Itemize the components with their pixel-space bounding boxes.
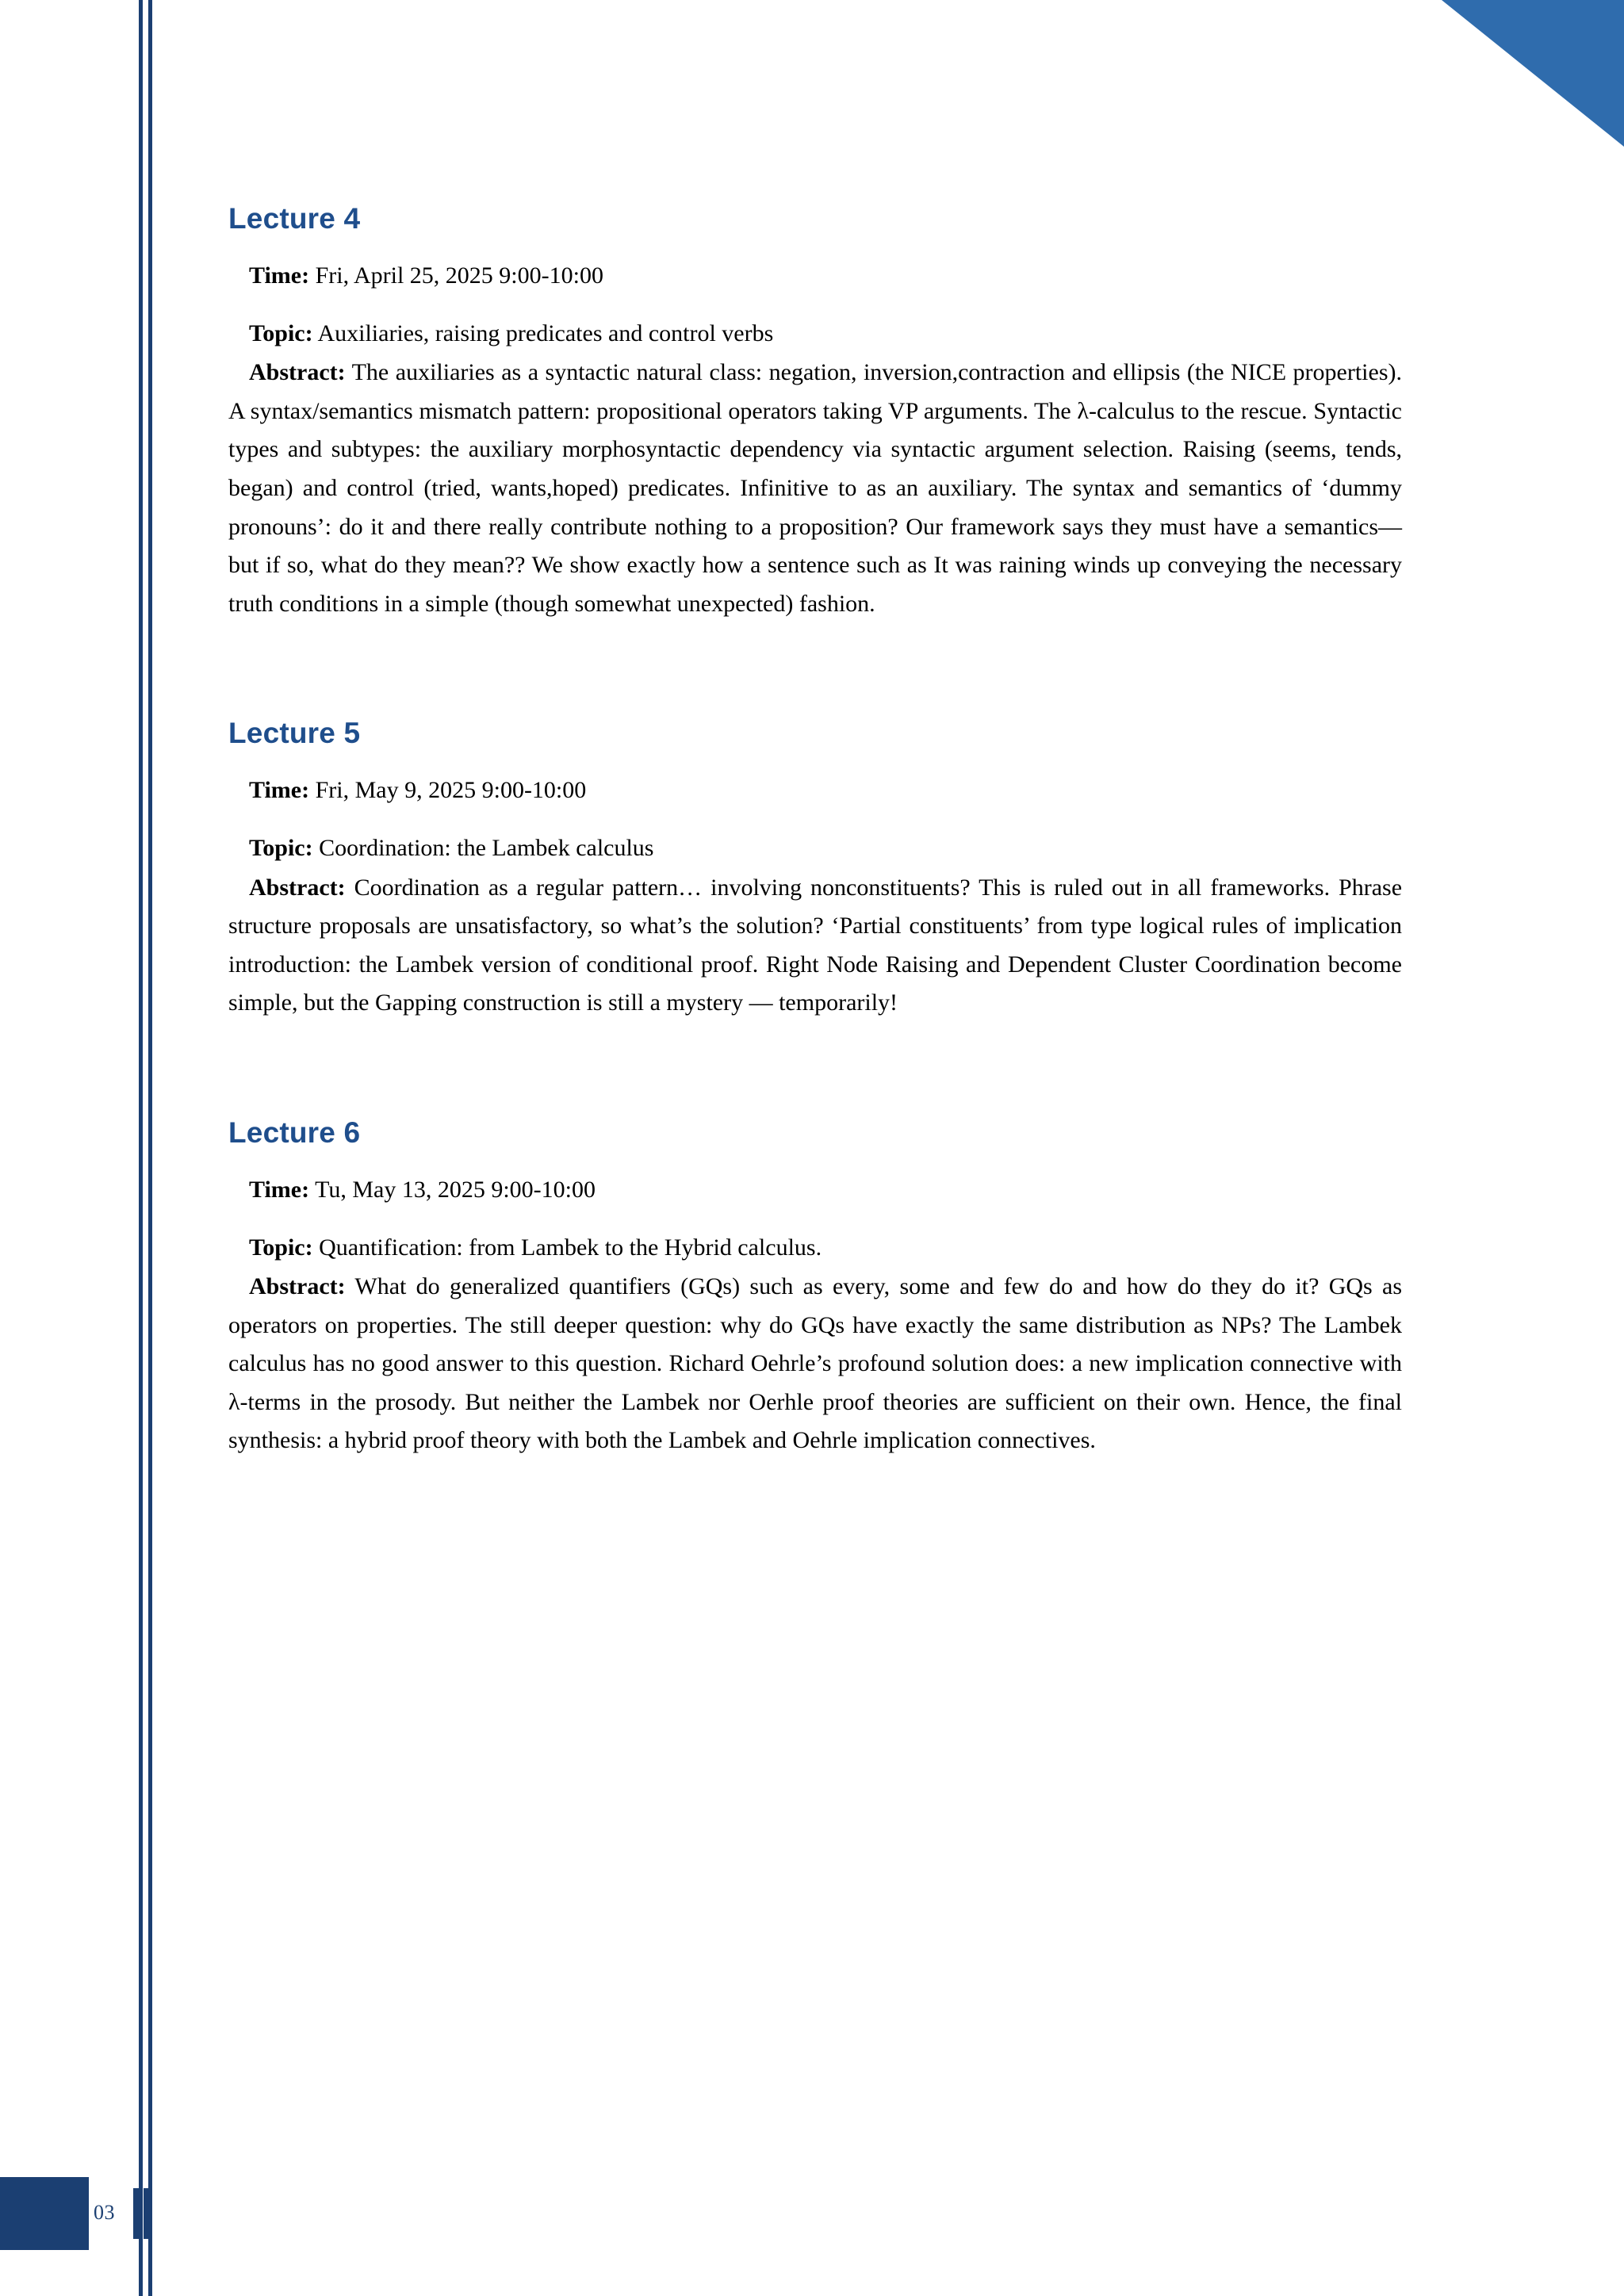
corner-triangle-decoration [1442,0,1624,147]
page-number: 03 [94,2201,115,2224]
lecture-topic-value: Quantification: from Lambek to the Hybrid calculus. [319,1234,822,1261]
lecture-topic-line [228,832,1402,866]
topic-label: Topic: [249,1234,313,1261]
lecture-time-value: Fri, April 25, 2025 9:00-10:00 [315,262,603,289]
lecture-title: Lecture 6 [228,1115,361,1149]
lecture-abstract-line [228,869,1402,1023]
abstract-label: Abstract: [249,874,346,901]
document-content [228,202,1402,1484]
topic-label: Topic: [249,834,313,861]
lecture-topic-value: Coordination: the Lambek calculus [319,834,654,861]
lecture-abstract-value: What do generalized quantifiers (GQs) such as every, some and few do and how do they do it? GQs as operators on properties. The still deeper question: why do GQs have exactly the same distribution as NPs? The Lambek calculus has no good answer to this question. Richard Oehrle’s profound solution does: a new implication connective with λ-terms in the prosody. But neither the Lambek nor Oerhle proof theories are sufficient on their own. Hence, the final synthesis: a hybrid proof theory with both the Lambek and Oehrle implication connectives. [228,1273,1402,1454]
lecture-time-value: Tu, May 13, 2025 9:00-10:00 [315,1176,596,1203]
lecture-abstract-line [228,1268,1402,1460]
abstract-label: Abstract: [249,359,346,386]
lecture-title: Lecture 4 [228,202,361,235]
time-label: Time: [249,262,310,289]
lecture-section [228,1116,1402,1460]
lecture-time-line [228,1173,1402,1207]
time-label: Time: [249,1176,310,1203]
lecture-time-line [228,774,1402,808]
lecture-time-value: Fri, May 9, 2025 9:00-10:00 [315,777,587,804]
page-footer [0,2177,170,2250]
lecture-section [228,717,1402,1023]
lecture-topic-line [228,317,1402,351]
footer-accent-bar-1 [133,2188,139,2239]
lecture-title: Lecture 5 [228,717,361,750]
time-label: Time: [249,777,310,804]
footer-color-block [0,2177,89,2250]
footer-accent-bar-2 [144,2188,149,2239]
lecture-time-line [228,259,1402,293]
topic-label: Topic: [249,320,313,346]
lecture-topic-value: Auxiliaries, raising predicates and control verbs [317,320,774,346]
lecture-section [228,202,1402,623]
abstract-label: Abstract: [249,1273,346,1300]
lecture-abstract-value: The auxiliaries as a syntactic natural class: negation, inversion,contraction and ellipsis (the NICE properties). A syntax/semantics mismatch pattern: propositional operators taking VP arguments. The λ-calculus to the rescue. Syntactic types and subtypes: the auxiliary morphosyntactic dependency via syntactic argument selection. Raising (seems, tends, began) and control (tried, wants,hoped) predicates. Infinitive to as an auxiliary. The syntax and semantics of ‘dummy pronouns’: do it and there really contribute nothing to a proposition? Our framework says they must have a semantics— but if so, what do they mean?? We show exactly how a sentence such as It was raining winds up conveying the necessary truth conditions in a simple (though somewhat unexpected) fashion. [228,359,1402,617]
lecture-topic-line [228,1231,1402,1265]
left-margin-rule-outer [139,0,143,2296]
lecture-abstract-line [228,354,1402,623]
lecture-abstract-value: Coordination as a regular pattern… involving nonconstituents? This is ruled out in all frameworks. Phrase structure proposals are unsatisfactory, so what’s the solution? ‘Partial constituents’ from type logical rules of implication introduction: the Lambek version of conditional proof. Right Node Raising and Dependent Cluster Coordination become simple, but the Gapping construction is still a mystery — temporarily! [228,874,1403,1016]
left-margin-rule-inner [148,0,152,2296]
